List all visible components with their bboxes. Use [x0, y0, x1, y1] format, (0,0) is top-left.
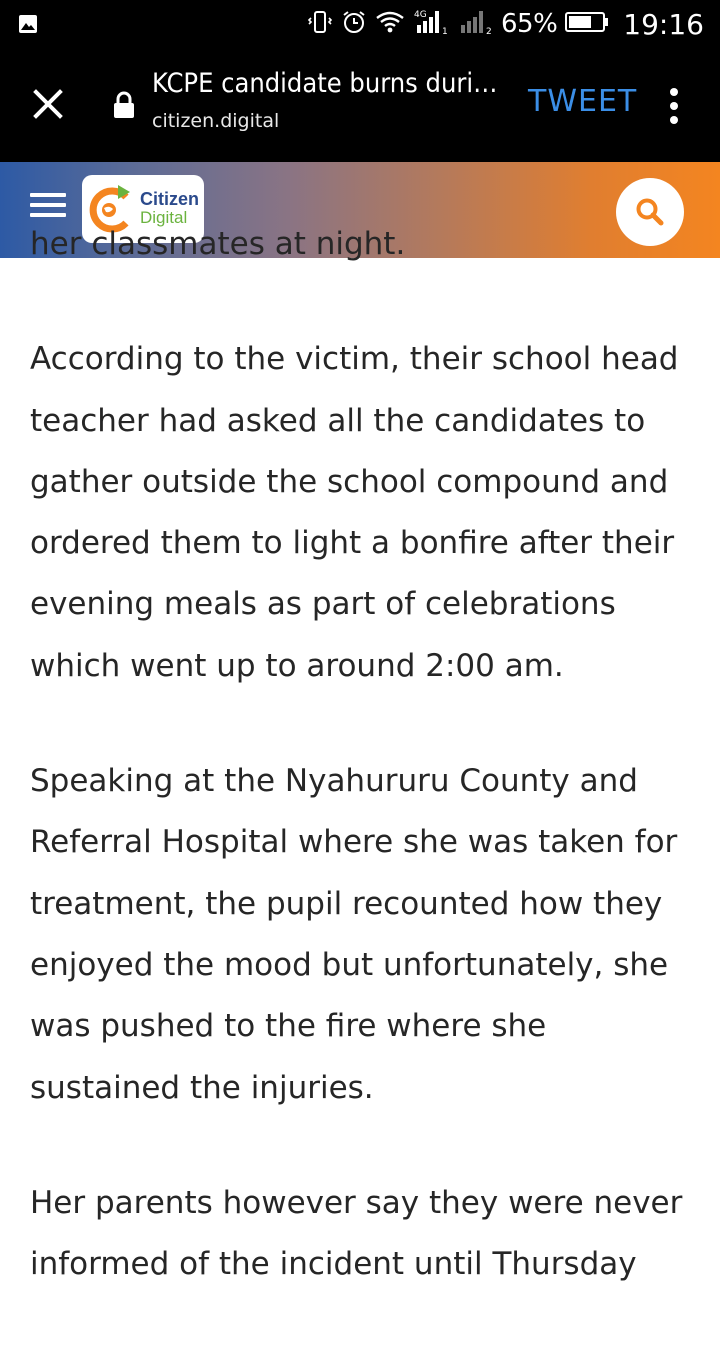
close-icon	[28, 84, 68, 124]
image-notification-icon	[18, 14, 38, 38]
svg-text:2: 2	[486, 27, 492, 37]
signal-sim2-icon	[457, 7, 493, 41]
article-paragraph: Her parents however say they were never informed of the incident until Thursday	[30, 1184, 683, 1283]
alarm-icon	[341, 9, 367, 39]
svg-text:1: 1	[442, 27, 448, 37]
status-bar	[0, 0, 720, 48]
more-vert-icon	[660, 84, 688, 128]
overflow-menu-button[interactable]	[660, 84, 688, 128]
article-paragraph: her classmates at night.	[30, 226, 406, 262]
lock-icon	[112, 90, 136, 120]
article-paragraph: Speaking at the Nyahururu County and Referral Hospital where she was taken for treatment, the pupil recounted how they enjoyed the mood but unfortunately, she was pushed to the fire where she sustained the injuries.	[30, 763, 678, 1106]
wifi-icon	[375, 9, 405, 39]
page-title: KCPE candidate burns duri…	[152, 68, 498, 99]
logo-text-digital: Digital	[140, 208, 188, 227]
battery-icon	[565, 11, 609, 37]
close-tab-button[interactable]	[28, 84, 68, 124]
logo-text-citizen: Citizen	[140, 189, 200, 209]
article-paragraph: According to the victim, their school head teacher had asked all the candidates to gather outside the school compound and ordered them to light a bonfire after their evening meals as part of celebrations which went up to around 2:00 am.	[30, 341, 679, 684]
tweet-button[interactable]: TWEET	[528, 84, 638, 119]
svg-text:4G: 4G	[414, 10, 427, 20]
vibrate-icon	[307, 9, 333, 39]
article-body	[30, 226, 700, 1283]
browser-tab-header	[0, 48, 720, 162]
battery-percent: 65%	[501, 9, 558, 39]
signal-4g-icon	[413, 7, 449, 41]
page-url: citizen.digital	[152, 110, 280, 132]
clock: 19:16	[623, 7, 704, 41]
